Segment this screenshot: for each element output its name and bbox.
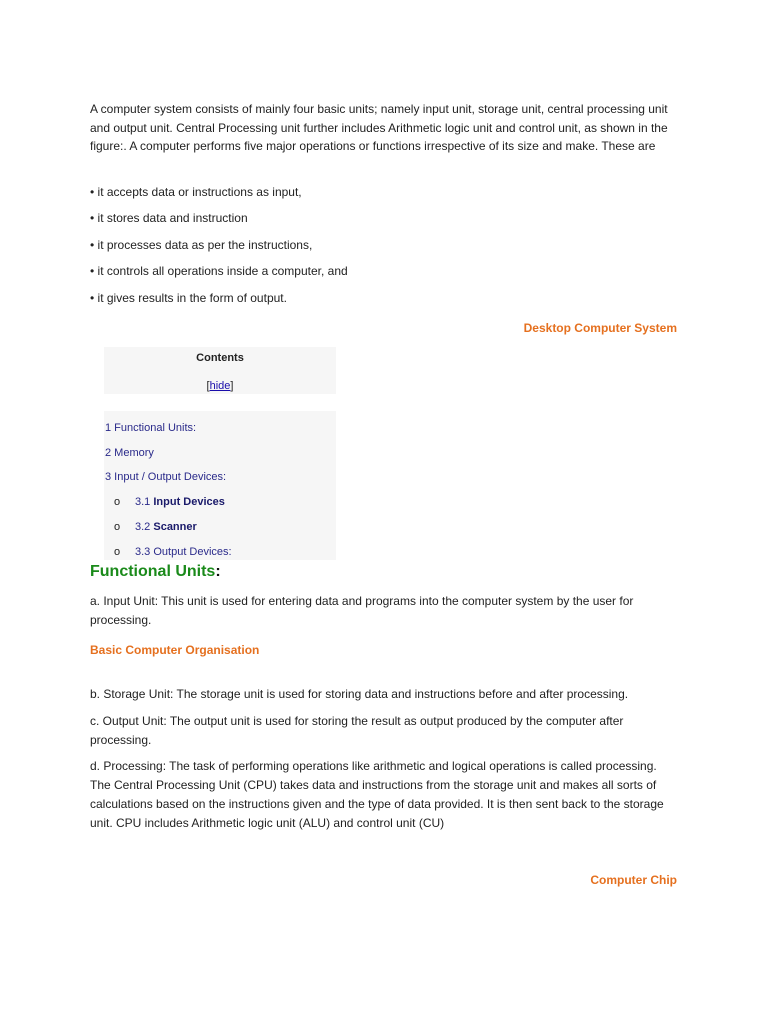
toc-subitem-label: Scanner	[153, 521, 197, 533]
operations-list	[90, 184, 680, 316]
desktop-computer-caption: Desktop Computer System	[523, 321, 677, 335]
toc-item-memory[interactable]: 2 Memory	[105, 447, 154, 459]
section-colon: :	[215, 563, 221, 580]
toc-subitem-input-devices	[114, 496, 225, 508]
toc-hide-bracket-open: [	[206, 380, 210, 392]
computer-chip-caption: Computer Chip	[590, 873, 677, 887]
toc-subitem-link[interactable]	[135, 546, 232, 558]
toc-sub-bullet: o	[114, 546, 121, 558]
list-item: • it stores data and instruction	[90, 211, 248, 226]
toc-subitem-link[interactable]	[135, 521, 197, 533]
toc-hide-toggle	[104, 380, 336, 392]
list-item: • it processes data as per the instructions,	[90, 237, 313, 252]
storage-unit-paragraph: b. Storage Unit: The storage unit is used for storing data and instructions before and after processing.	[90, 687, 629, 701]
toc-subitem-number: 3.1	[135, 496, 154, 508]
toc-hide-bracket-close: ]	[230, 380, 234, 392]
list-item: • it gives results in the form of output.	[90, 290, 287, 305]
toc-sub-bullet: o	[114, 496, 121, 508]
list-item: • it controls all operations inside a computer, and	[90, 264, 348, 279]
output-unit-paragraph: c. Output Unit: The output unit is used for storing the result as output produced by the computer after processing.	[90, 714, 624, 747]
basic-organisation-caption: Basic Computer Organisation	[90, 643, 260, 657]
toc-subitem-output-devices	[114, 546, 232, 558]
list-item: • it accepts data or instructions as input,	[90, 185, 302, 199]
toc-subitem-scanner	[114, 521, 197, 533]
section-heading-functional-units	[90, 563, 221, 581]
input-unit-paragraph: a. Input Unit: This unit is used for entering data and programs into the computer system by the user for processing.	[90, 594, 634, 627]
toc-title: Contents	[196, 352, 244, 364]
toc-subitem-number: 3.3 Output Devices:	[135, 546, 232, 558]
intro-paragraph: A computer system consists of mainly four basic units; namely input unit, storage unit, central processing unit and output unit. Central Processing unit further includes Arithmetic logic unit and control unit, as shown in the figure:. A computer performs five major operations or functions irrespective of its size and make. These are	[90, 102, 668, 153]
toc-subitem-link[interactable]	[135, 496, 225, 508]
processing-paragraph: d. Processing: The task of performing operations like arithmetic and logical operations is called processing. The Central Processing Unit (CPU) takes data and instructions from the storage unit and makes all sorts of calculations based on the instructions given and the type of data provided. It is then sent back to the storage unit. CPU includes Arithmetic logic unit (ALU) and control unit (CU)	[90, 759, 664, 830]
toc-item-io-devices[interactable]: 3 Input / Output Devices:	[105, 471, 227, 483]
toc-hide-link[interactable]: hide	[209, 380, 231, 392]
section-title: Functional Units	[90, 563, 216, 580]
toc-sub-bullet: o	[114, 521, 121, 533]
toc-subitem-label: Input Devices	[153, 496, 225, 508]
toc-subitem-number: 3.2	[135, 521, 154, 533]
toc-item-functional-units[interactable]: 1 Functional Units:	[105, 422, 197, 434]
